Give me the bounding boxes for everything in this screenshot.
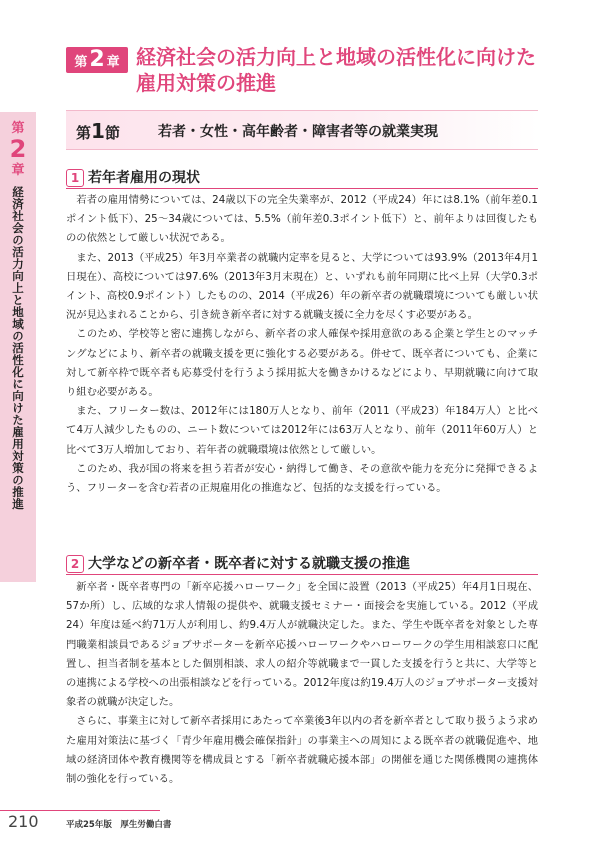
paragraph: 新卒者・既卒者専門の「新卒応援ハローワーク」を全国に設置（2013（平成25）年4月1日現在、57か所）し、広域的な求人情報の提供や、就職支援セミナー・面接会を実施している。2012（平成24）年度は延べ約71万人が利用し、約9.4万人が就職決定した。また、学生や既卒者を対象とした専門職業相談員であるジョブサポーターを新卒応援ハローワークやハローワークの学生用相談窓口に配置し、担当者制を基本とした個別相談、求人の紹介等就職まで一貫した支援を行うと共に、大学等との連携による学校への出張相談などを行っている。2012年度は約19.4万人のジョブサポーター支援対象者の就職が決定した。 — [66, 581, 538, 709]
subsection-heading-2 — [66, 552, 538, 575]
section-header — [66, 110, 538, 150]
subsection-body-1 — [66, 191, 538, 498]
subsection-title: 若年者雇用の現状 — [88, 170, 200, 186]
section-number: 1 — [91, 119, 105, 143]
footer-rule — [0, 810, 160, 811]
chapter-badge — [66, 47, 128, 73]
section-suffix: 節 — [104, 124, 120, 142]
side-chapter-number: 2 — [9, 135, 27, 163]
chapter-prefix: 第 — [74, 54, 88, 70]
subsection-number: 2 — [66, 555, 84, 573]
chapter-number: 2 — [89, 47, 105, 72]
paragraph: このため、学校等と密に連携しながら、新卒者の求人確保や採用意欲のある企業と学生とのマッチングなどにより、新卒者の就職支援を更に強化する必要がある。併せて、既卒者についても、企業に対して新卒枠で既卒者も応募受付を行うよう採用拡大を働きかけるなどにより、早期就職に向けて取り組む必要がある。 — [66, 328, 538, 399]
side-chapter-tab — [0, 112, 36, 582]
paragraph: このため、我が国の将来を担う若者が安心・納得して働き、その意欲や能力を充分に発揮できるよう、フリーターを含む若者の正規雇用化の推進など、包括的な支援を行っている。 — [66, 462, 538, 495]
section-prefix: 第 — [76, 124, 92, 142]
paragraph: また、フリーター数は、2012年には180万人となり、前年（2011（平成23）年184万人）と比べて4万人減少したものの、ニート数については2012年には63万人となり、前年（2011年60万人）と比べて3万人増加しており、若年者の就職環境は依然として厳しい。 — [66, 405, 538, 456]
paragraph: また、2013（平成25）年3月卒業者の就職内定率を見ると、大学については93.9%（2013年4月1日現在）、高校については97.6%（2013年3月末現在）と、いずれも前年同期に比べ上昇（大学0.3ポイント、高校0.9ポイント）したものの、2014（平成26）年の新卒者の就職環境についても厳しい状況が見込まれることから、引き続き新卒者に対する就職支援に全力を尽くす必要がある。 — [66, 251, 538, 322]
chapter-title: 経済社会の活力向上と地域の活性化に向けた雇用対策の推進 — [136, 45, 536, 95]
side-chapter-prefix: 第 — [11, 121, 25, 136]
subsection-title: 大学などの新卒者・既卒者に対する就職支援の推進 — [88, 556, 410, 572]
section-title: 若者・女性・高年齢者・障害者等の就業実現 — [158, 124, 438, 140]
section-label — [76, 119, 120, 143]
paragraph: さらに、事業主に対して新卒者採用にあたって卒業後3年以内の者を新卒者として取り扱うよう求めた雇用対策法に基づく「青少年雇用機会確保指針」の事業主への周知による既卒者の就職促進や、地域の経済団体や教育機関等を構成員とする「新卒者就職応援本部」の開催を通じた関係機関の連携体制の強化を行っている。 — [66, 715, 538, 786]
chapter-suffix: 章 — [106, 54, 120, 70]
subsection-heading-1 — [66, 166, 538, 189]
page-number: 210 — [8, 812, 39, 831]
book-title: 平成25年版 厚生労働白書 — [66, 820, 172, 830]
subsection-number: 1 — [66, 169, 84, 187]
paragraph: 若者の雇用情勢については、24歳以下の完全失業率が、2012（平成24）年には8.1%（前年差0.1ポイント低下）、25～34歳については、5.5%（前年差0.3ポイント低下）と、前年よりは回復したものの依然として厳しい状況である。 — [66, 194, 538, 245]
side-chapter-suffix: 章 — [11, 163, 25, 178]
subsection-body-2 — [66, 578, 538, 789]
side-chapter-title: 経済社会の活力向上と地域の活性化に向けた雇用対策の推進 — [11, 186, 25, 510]
